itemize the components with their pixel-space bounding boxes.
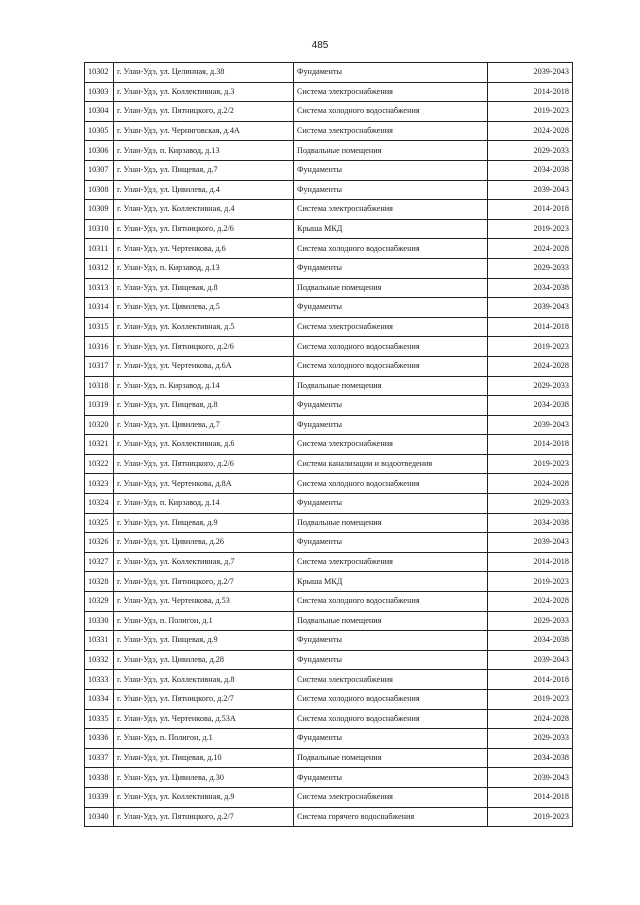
- address-cell: г. Улан-Удэ, ул. Пищевая, д.9: [114, 513, 294, 533]
- row-number: 10334: [85, 690, 114, 710]
- address-cell: г. Улан-Удэ, ул. Коллективная, д.4: [114, 200, 294, 220]
- table-row: [85, 787, 573, 807]
- system-cell: Подвальные помещения: [294, 141, 488, 161]
- table-row: [85, 337, 573, 357]
- period-cell: 2039-2043: [488, 63, 573, 83]
- table-row: [85, 670, 573, 690]
- address-cell: г. Улан-Удэ, п. Полигон, д.1: [114, 611, 294, 631]
- table-row: [85, 690, 573, 710]
- row-number: 10307: [85, 160, 114, 180]
- address-cell: г. Улан-Удэ, ул. Цивилева, д.28: [114, 650, 294, 670]
- row-number: 10317: [85, 356, 114, 376]
- system-cell: Система электроснабжения: [294, 435, 488, 455]
- period-cell: 2024-2028: [488, 592, 573, 612]
- system-cell: Система холодного водоснабжения: [294, 474, 488, 494]
- system-cell: Система электроснабжения: [294, 82, 488, 102]
- table-row: [85, 219, 573, 239]
- system-cell: Фундаменты: [294, 631, 488, 651]
- period-cell: 2029-2033: [488, 258, 573, 278]
- period-cell: 2029-2033: [488, 141, 573, 161]
- table-row: [85, 592, 573, 612]
- row-number: 10305: [85, 121, 114, 141]
- address-cell: г. Улан-Удэ, ул. Пятницкого, д.2/7: [114, 690, 294, 710]
- row-number: 10331: [85, 631, 114, 651]
- row-number: 10310: [85, 219, 114, 239]
- page-number: 485: [311, 40, 329, 51]
- repair-schedule-table: [84, 62, 573, 827]
- period-cell: 2019-2023: [488, 454, 573, 474]
- period-cell: 2024-2028: [488, 709, 573, 729]
- period-cell: 2034-2038: [488, 278, 573, 298]
- system-cell: Подвальные помещения: [294, 376, 488, 396]
- row-number: 10306: [85, 141, 114, 161]
- row-number: 10329: [85, 592, 114, 612]
- row-number: 10336: [85, 729, 114, 749]
- address-cell: г. Улан-Удэ, ул. Пищевая, д.8: [114, 278, 294, 298]
- address-cell: г. Улан-Удэ, ул. Коллективная, д.9: [114, 787, 294, 807]
- system-cell: Система электроснабжения: [294, 200, 488, 220]
- address-cell: г. Улан-Удэ, п. Кирзавод, д.14: [114, 494, 294, 514]
- table-row: [85, 709, 573, 729]
- table-row: [85, 513, 573, 533]
- system-cell: Система горячего водоснабжения: [294, 807, 488, 827]
- period-cell: 2024-2028: [488, 121, 573, 141]
- table-body: [85, 63, 573, 827]
- system-cell: Крыша МКД: [294, 572, 488, 592]
- system-cell: Фундаменты: [294, 415, 488, 435]
- system-cell: Система холодного водоснабжения: [294, 337, 488, 357]
- row-number: 10322: [85, 454, 114, 474]
- row-number: 10325: [85, 513, 114, 533]
- row-number: 10316: [85, 337, 114, 357]
- period-cell: 2014-2018: [488, 317, 573, 337]
- address-cell: г. Улан-Удэ, ул. Чертенкова, д.6А: [114, 356, 294, 376]
- table-row: [85, 121, 573, 141]
- period-cell: 2034-2038: [488, 513, 573, 533]
- table-row: [85, 435, 573, 455]
- system-cell: Система электроснабжения: [294, 552, 488, 572]
- period-cell: 2019-2023: [488, 102, 573, 122]
- system-cell: Подвальные помещения: [294, 278, 488, 298]
- system-cell: Система холодного водоснабжения: [294, 102, 488, 122]
- row-number: 10313: [85, 278, 114, 298]
- period-cell: 2034-2038: [488, 396, 573, 416]
- address-cell: г. Улан-Удэ, ул. Пятницкого, д.2/2: [114, 102, 294, 122]
- period-cell: 2039-2043: [488, 650, 573, 670]
- period-cell: 2014-2018: [488, 670, 573, 690]
- table-row: [85, 160, 573, 180]
- table-row: [85, 611, 573, 631]
- table-row: [85, 415, 573, 435]
- row-number: 10323: [85, 474, 114, 494]
- system-cell: Фундаменты: [294, 396, 488, 416]
- table-row: [85, 200, 573, 220]
- row-number: 10335: [85, 709, 114, 729]
- table-row: [85, 82, 573, 102]
- address-cell: г. Улан-Удэ, ул. Цивилева, д.26: [114, 533, 294, 553]
- address-cell: г. Улан-Удэ, ул. Черниговская, д.4А: [114, 121, 294, 141]
- system-cell: Система электроснабжения: [294, 670, 488, 690]
- row-number: 10309: [85, 200, 114, 220]
- table-row: [85, 376, 573, 396]
- address-cell: г. Улан-Удэ, ул. Чертенкова, д.8А: [114, 474, 294, 494]
- row-number: 10324: [85, 494, 114, 514]
- row-number: 10330: [85, 611, 114, 631]
- row-number: 10328: [85, 572, 114, 592]
- row-number: 10315: [85, 317, 114, 337]
- address-cell: г. Улан-Удэ, ул. Пятницкого, д.2/7: [114, 807, 294, 827]
- address-cell: г. Улан-Удэ, п. Кирзавод, д.13: [114, 141, 294, 161]
- table-row: [85, 258, 573, 278]
- row-number: 10302: [85, 63, 114, 83]
- row-number: 10340: [85, 807, 114, 827]
- table-row: [85, 63, 573, 83]
- system-cell: Система электроснабжения: [294, 787, 488, 807]
- period-cell: 2024-2028: [488, 239, 573, 259]
- system-cell: Система холодного водоснабжения: [294, 709, 488, 729]
- row-number: 10314: [85, 298, 114, 318]
- address-cell: г. Улан-Удэ, ул. Коллективная, д.7: [114, 552, 294, 572]
- period-cell: 2029-2033: [488, 729, 573, 749]
- system-cell: Фундаменты: [294, 298, 488, 318]
- period-cell: 2034-2038: [488, 748, 573, 768]
- row-number: 10327: [85, 552, 114, 572]
- address-cell: г. Улан-Удэ, ул. Пятницкого, д.2/6: [114, 454, 294, 474]
- period-cell: 2019-2023: [488, 807, 573, 827]
- address-cell: г. Улан-Удэ, ул. Цивилева, д.4: [114, 180, 294, 200]
- address-cell: г. Улан-Удэ, ул. Коллективная, д.3: [114, 82, 294, 102]
- row-number: 10332: [85, 650, 114, 670]
- table-row: [85, 141, 573, 161]
- row-number: 10320: [85, 415, 114, 435]
- address-cell: г. Улан-Удэ, ул. Чертенкова, д.6: [114, 239, 294, 259]
- system-cell: Фундаменты: [294, 494, 488, 514]
- system-cell: Фундаменты: [294, 258, 488, 278]
- table-row: [85, 239, 573, 259]
- address-cell: г. Улан-Удэ, ул. Пищевая, д.7: [114, 160, 294, 180]
- period-cell: 2039-2043: [488, 415, 573, 435]
- period-cell: 2019-2023: [488, 219, 573, 239]
- period-cell: 2039-2043: [488, 298, 573, 318]
- table-row: [85, 729, 573, 749]
- period-cell: 2039-2043: [488, 533, 573, 553]
- period-cell: 2024-2028: [488, 474, 573, 494]
- period-cell: 2014-2018: [488, 435, 573, 455]
- system-cell: Подвальные помещения: [294, 611, 488, 631]
- system-cell: Фундаменты: [294, 180, 488, 200]
- address-cell: г. Улан-Удэ, ул. Пятницкого, д.2/6: [114, 219, 294, 239]
- address-cell: г. Улан-Удэ, ул. Коллективная, д.8: [114, 670, 294, 690]
- system-cell: Фундаменты: [294, 768, 488, 788]
- system-cell: Система электроснабжения: [294, 317, 488, 337]
- table-row: [85, 650, 573, 670]
- system-cell: Система электроснабжения: [294, 121, 488, 141]
- address-cell: г. Улан-Удэ, ул. Пищевая, д.10: [114, 748, 294, 768]
- address-cell: г. Улан-Удэ, ул. Пятницкого, д.2/7: [114, 572, 294, 592]
- table-row: [85, 572, 573, 592]
- address-cell: г. Улан-Удэ, ул. Пятницкого, д.2/6: [114, 337, 294, 357]
- row-number: 10308: [85, 180, 114, 200]
- system-cell: Фундаменты: [294, 160, 488, 180]
- address-cell: г. Улан-Удэ, ул. Целинная, д.38: [114, 63, 294, 83]
- period-cell: 2014-2018: [488, 200, 573, 220]
- row-number: 10338: [85, 768, 114, 788]
- system-cell: Фундаменты: [294, 533, 488, 553]
- row-number: 10321: [85, 435, 114, 455]
- address-cell: г. Улан-Удэ, ул. Чертенкова, д.53А: [114, 709, 294, 729]
- table-row: [85, 102, 573, 122]
- table-row: [85, 748, 573, 768]
- period-cell: 2019-2023: [488, 690, 573, 710]
- row-number: 10318: [85, 376, 114, 396]
- row-number: 10311: [85, 239, 114, 259]
- table-row: [85, 454, 573, 474]
- address-cell: г. Улан-Удэ, ул. Пищевая, д.9: [114, 631, 294, 651]
- period-cell: 2014-2018: [488, 787, 573, 807]
- system-cell: Крыша МКД: [294, 219, 488, 239]
- address-cell: г. Улан-Удэ, ул. Чертенкова, д.53: [114, 592, 294, 612]
- table-row: [85, 494, 573, 514]
- period-cell: 2014-2018: [488, 552, 573, 572]
- row-number: 10303: [85, 82, 114, 102]
- system-cell: Фундаменты: [294, 650, 488, 670]
- row-number: 10339: [85, 787, 114, 807]
- address-cell: г. Улан-Удэ, ул. Цивилева, д.30: [114, 768, 294, 788]
- period-cell: 2029-2033: [488, 376, 573, 396]
- table-row: [85, 317, 573, 337]
- table-row: [85, 807, 573, 827]
- row-number: 10337: [85, 748, 114, 768]
- period-cell: 2034-2038: [488, 631, 573, 651]
- address-cell: г. Улан-Удэ, ул. Пищевая, д.8: [114, 396, 294, 416]
- row-number: 10326: [85, 533, 114, 553]
- period-cell: 2034-2038: [488, 160, 573, 180]
- period-cell: 2029-2033: [488, 611, 573, 631]
- table-row: [85, 180, 573, 200]
- address-cell: г. Улан-Удэ, п. Кирзавод, д.13: [114, 258, 294, 278]
- system-cell: Подвальные помещения: [294, 748, 488, 768]
- address-cell: г. Улан-Удэ, ул. Коллективная, д.6: [114, 435, 294, 455]
- system-cell: Система холодного водоснабжения: [294, 690, 488, 710]
- table-row: [85, 631, 573, 651]
- address-cell: г. Улан-Удэ, п. Полигон, д.1: [114, 729, 294, 749]
- row-number: 10333: [85, 670, 114, 690]
- table-row: [85, 356, 573, 376]
- system-cell: Фундаменты: [294, 729, 488, 749]
- table-row: [85, 768, 573, 788]
- table-row: [85, 298, 573, 318]
- table-row: [85, 396, 573, 416]
- period-cell: 2024-2028: [488, 356, 573, 376]
- system-cell: Фундаменты: [294, 63, 488, 83]
- table-row: [85, 552, 573, 572]
- address-cell: г. Улан-Удэ, ул. Коллективная, д.5: [114, 317, 294, 337]
- address-cell: г. Улан-Удэ, п. Кирзавод, д.14: [114, 376, 294, 396]
- system-cell: Система холодного водоснабжения: [294, 356, 488, 376]
- period-cell: 2019-2023: [488, 337, 573, 357]
- period-cell: 2039-2043: [488, 768, 573, 788]
- system-cell: Система холодного водоснабжения: [294, 239, 488, 259]
- row-number: 10304: [85, 102, 114, 122]
- system-cell: Система холодного водоснабжения: [294, 592, 488, 612]
- row-number: 10319: [85, 396, 114, 416]
- period-cell: 2029-2033: [488, 494, 573, 514]
- period-cell: 2019-2023: [488, 572, 573, 592]
- address-cell: г. Улан-Удэ, ул. Цивилева, д.7: [114, 415, 294, 435]
- address-cell: г. Улан-Удэ, ул. Цивилева, д.5: [114, 298, 294, 318]
- table-row: [85, 533, 573, 553]
- table-row: [85, 278, 573, 298]
- system-cell: Подвальные помещения: [294, 513, 488, 533]
- row-number: 10312: [85, 258, 114, 278]
- period-cell: 2039-2043: [488, 180, 573, 200]
- system-cell: Система канализации и водоотведения: [294, 454, 488, 474]
- period-cell: 2014-2018: [488, 82, 573, 102]
- table-row: [85, 474, 573, 494]
